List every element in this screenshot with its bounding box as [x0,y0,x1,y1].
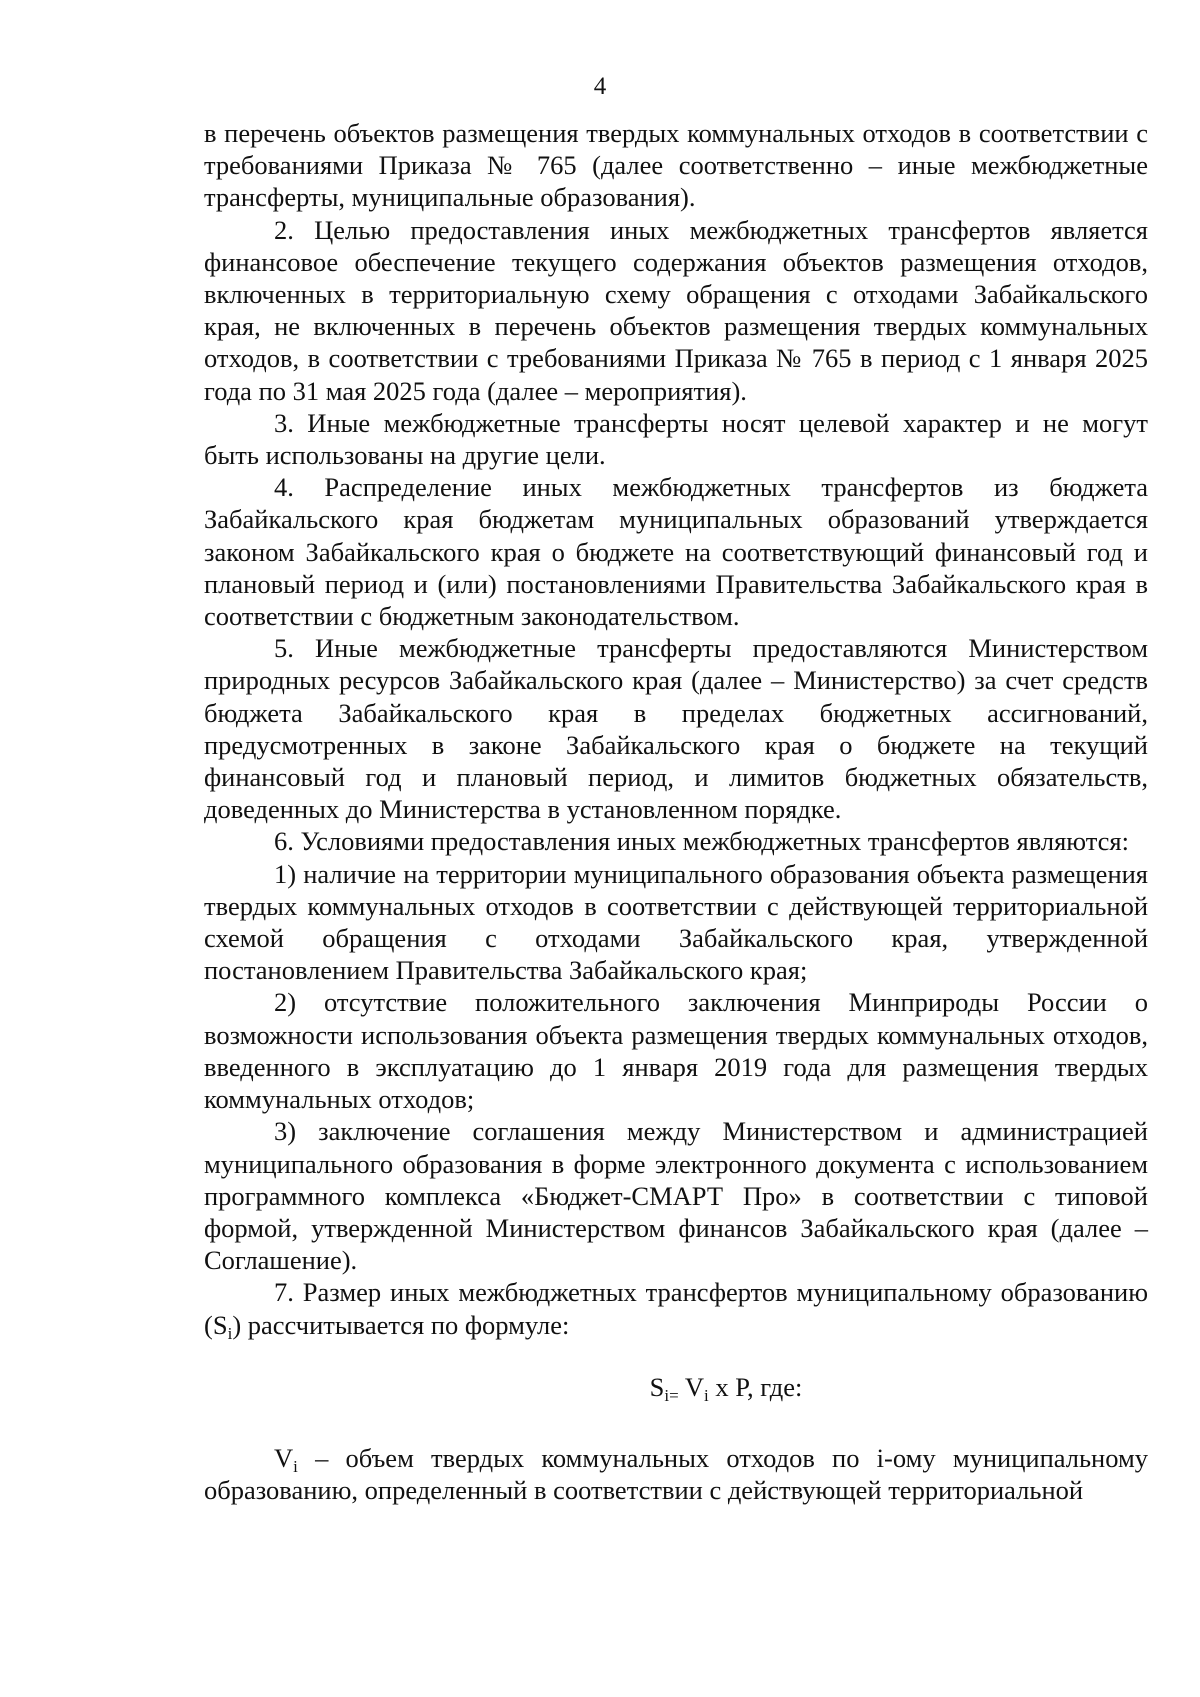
paragraph-6-item-3: 3) заключение соглашения между Министерством и администрацией муниципального образования в форме электронного документа с использованием программного комплекса «Бюджет-СМАРТ Про» в соответствии с типовой формой, утвержденной Министерством финансов Забайкальского края (далее – Соглашение). [204,1116,1148,1276]
paragraph-6: 6. Условиями предоставления иных межбюджетных трансфертов являются: [274,826,1129,857]
document-body [204,117,1148,1506]
paragraph-7 [204,1276,1148,1343]
formula-equals: = [669,1385,679,1405]
definition-v-symbol: V [274,1442,294,1473]
formula-v-subscript: i [703,1385,709,1405]
formula [204,1371,1148,1412]
paragraph-7-text-after: ) рассчитывается по формуле: [232,1309,570,1340]
paragraph-7-subscript: i [227,1323,233,1343]
formula-s-subscript: i [664,1385,670,1405]
paragraph-4: 4. Распределение иных межбюджетных трансфертов из бюджета Забайкальского края бюджетам муниципальных образований утверждается законом Забайкальского края о бюджете на соответствующий финансовый год и плановый период и (или) постановлениями Правительства Забайкальского края в соответствии с бюджетным законодательством. [204,472,1148,632]
paragraph-3: 3. Иные межбюджетные трансферты носят целевой характер и не могут быть использованы на другие цели. [204,407,1148,471]
paragraph-continuation: в перечень объектов размещения твердых коммунальных отходов в соответствии с требованиями Приказа № 765 (далее соответственно – иные межбюджетные трансферты, муниципальные образования). [204,118,1148,213]
paragraph-7-text-before: 7. Размер иных межбюджетных трансфертов муниципальному образованию (S [204,1277,1148,1340]
definition-v-subscript: i [293,1456,298,1476]
paragraph-5: 5. Иные межбюджетные трансферты предоставляются Министерством природных ресурсов Забайкальского края (далее – Министерство) за счет средств бюджета Забайкальского края в пределах бюджетных ассигнований, предусмотренных в законе Забайкальского края о бюджете на текущий финансовый год и плановый период, и лимитов бюджетных обязательств, доведенных до Министерства в установленном порядке. [204,633,1148,825]
paragraph-6-item-1: 1) наличие на территории муниципального образования объекта размещения твердых коммунальных отходов в соответствии с действующей территориальной схемой обращения с отходами Забайкальского края, утвержденной постановлением Правительства Забайкальского края; [204,858,1148,986]
paragraph-6-item-2: 2) отсутствие положительного заключения Минприроды России о возможности использования объекта размещения твердых коммунальных отходов, введенного в эксплуатацию до 1 января 2019 года для размещения твердых коммунальных отходов; [204,987,1148,1115]
formula-v: V [684,1371,704,1402]
formula-rest: x P, где: [715,1371,803,1402]
paragraph-2: 2. Целью предоставления иных межбюджетных трансфертов является финансовое обеспечение текущего содержания объектов размещения отходов, включенных в территориальную схему обращения с отходами Забайкальского края, не включенных в перечень объектов размещения твердых коммунальных отходов, в соответствии с требованиями Приказа № 765 в период с 1 января 2025 года по 31 мая 2025 года (далее – мероприятия). [204,214,1148,406]
definition-v-text: – объем твердых коммунальных отходов по i-ому муниципальному образованию, определенный в соответствии с действующей территориальной [204,1442,1148,1506]
definition-v [204,1442,1148,1506]
page-number: 4 [593,73,607,100]
formula-s: S [649,1371,665,1402]
